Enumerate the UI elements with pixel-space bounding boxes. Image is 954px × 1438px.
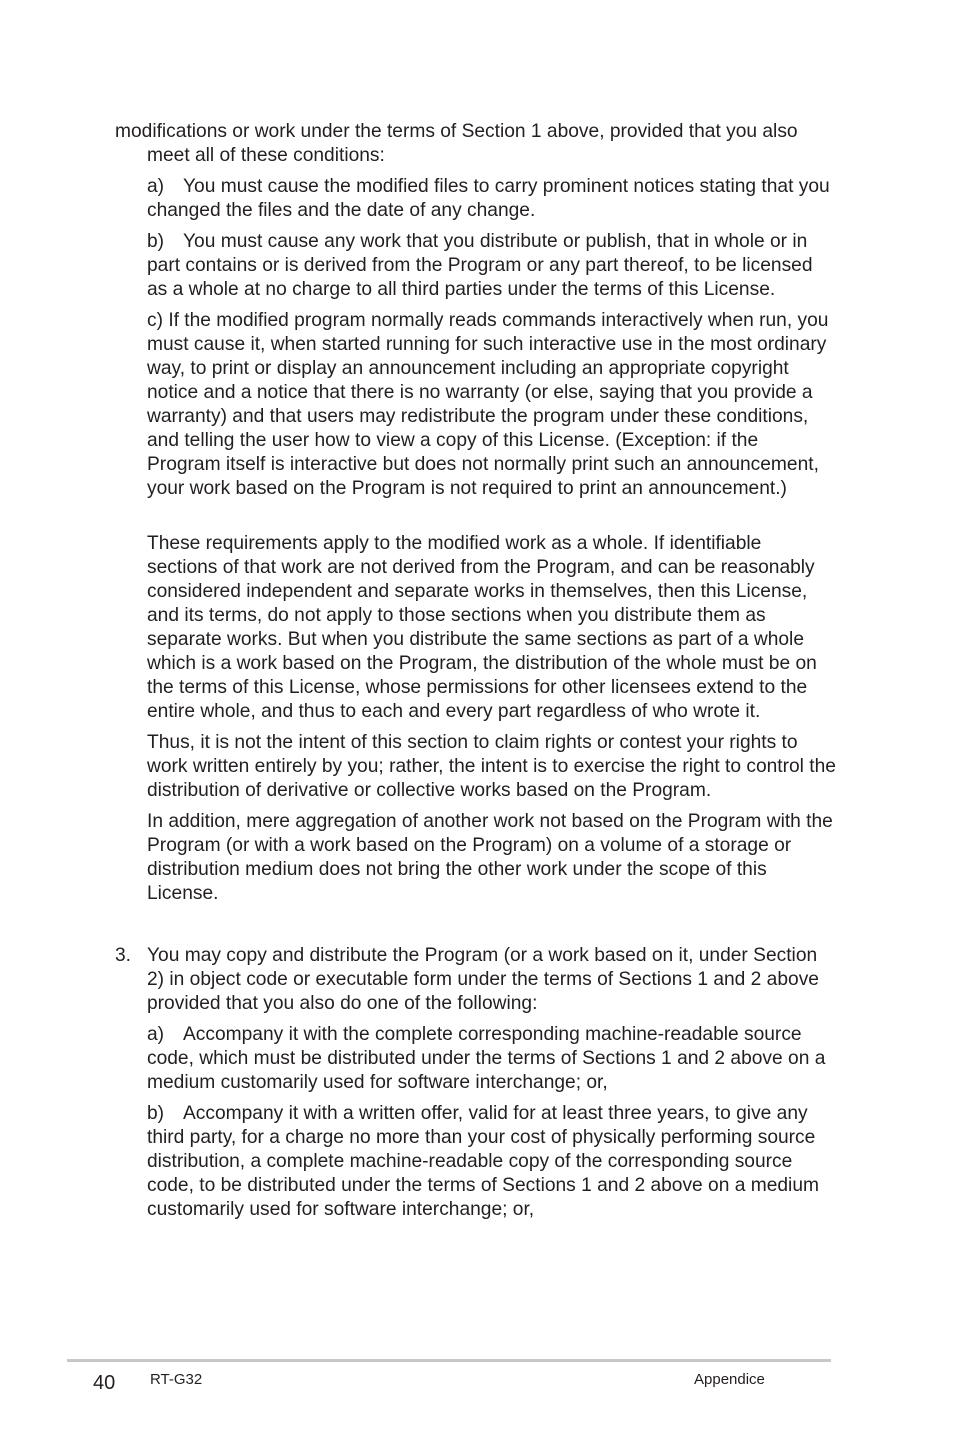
requirements-paragraph: These requirements apply to the modified work as a whole. If identifiable sections of that work are not derived from the Program, and can be reasonably considered independent and separate works in themselves, then this License, and its terms, do not apply to those sections when you distribute them as separate works. But when you distribute the same sections as part of a whole which is a work based on the Program, the distribution of the whole must be on the terms of this License, whose permissions for other licensees extend to the entire whole, and thus to each and every part regardless of who wrote it.	[147, 533, 817, 722]
footer-divider	[67, 1359, 831, 1362]
page-number: 40	[93, 1372, 116, 1394]
condition-b-text: You must cause any work that you distribute or publish, that in whole or in part contains or is derived from the Program or any part thereof, to be licensed as a whole at no charge to all third parties under the terms of this License.	[147, 231, 813, 300]
intro-paragraph	[115, 120, 837, 168]
intent-paragraph: Thus, it is not the intent of this section to claim rights or contest your rights to work written entirely by you; rather, the intent is to exercise the right to control the distribution of derivative or collective works based on the Program.	[147, 732, 836, 801]
footer-model-name: RT-G32	[150, 1371, 203, 1388]
condition-a-text: You must cause the modified files to carry prominent notices stating that you changed the files and the date of any change.	[147, 176, 830, 221]
option-a-text: Accompany it with the complete corresponding machine-readable source code, which must be distributed under the terms of Sections 1 and 2 above on a medium customarily used for software interchange; or,	[147, 1024, 826, 1093]
footer-section-name: Appendice	[694, 1371, 765, 1388]
option-b-text: Accompany it with a written offer, valid for at least three years, to give any third party, for a charge no more than your cost of physically performing source distribution, a complete machine-readable copy of the corresponding source code, to be distributed under the terms of Sections 1 and 2 above on a medium customarily used for software interchange; or,	[147, 1103, 819, 1220]
aggregation-paragraph: In addition, mere aggregation of another work not based on the Program with the Program (or with a work based on the Program) on a volume of a storage or distribution medium does not bring the other work under the scope of this License.	[147, 811, 833, 904]
option-b-label: b)	[147, 1103, 165, 1124]
section-3-paragraph: You may copy and distribute the Program (or a work based on it, under Section 2) in object code or executable form under the terms of Sections 1 and 2 above provided that you also do one of the following:	[147, 945, 819, 1014]
intro-line-2: meet all of these conditions:	[147, 145, 385, 166]
section-3-number: 3.	[115, 945, 132, 966]
option-a-label: a)	[147, 1024, 165, 1045]
condition-c: c) If the modified program normally reads commands interactively when run, you must cause it, when started running for such interactive use in the most ordinary way, to print or display an announcement including an appropriate copyright notice and a notice that there is no warranty (or else, saying that you provide a warranty) and that users may redistribute the program under these conditions, and telling the user how to view a copy of this License. (Exception: if the Program itself is interactive but does not normally print such an announcement, your work based on the Program is not required to print an announcement.)	[147, 310, 829, 499]
section-3-option-a	[147, 1023, 837, 1095]
condition-b-label: b)	[147, 231, 165, 252]
condition-a-label: a)	[147, 176, 165, 197]
intro-line-1: modifications or work under the terms of Section 1 above, provided that you also	[115, 121, 798, 142]
condition-a	[147, 175, 837, 223]
section-3-option-b	[147, 1102, 837, 1222]
condition-b	[147, 230, 837, 302]
